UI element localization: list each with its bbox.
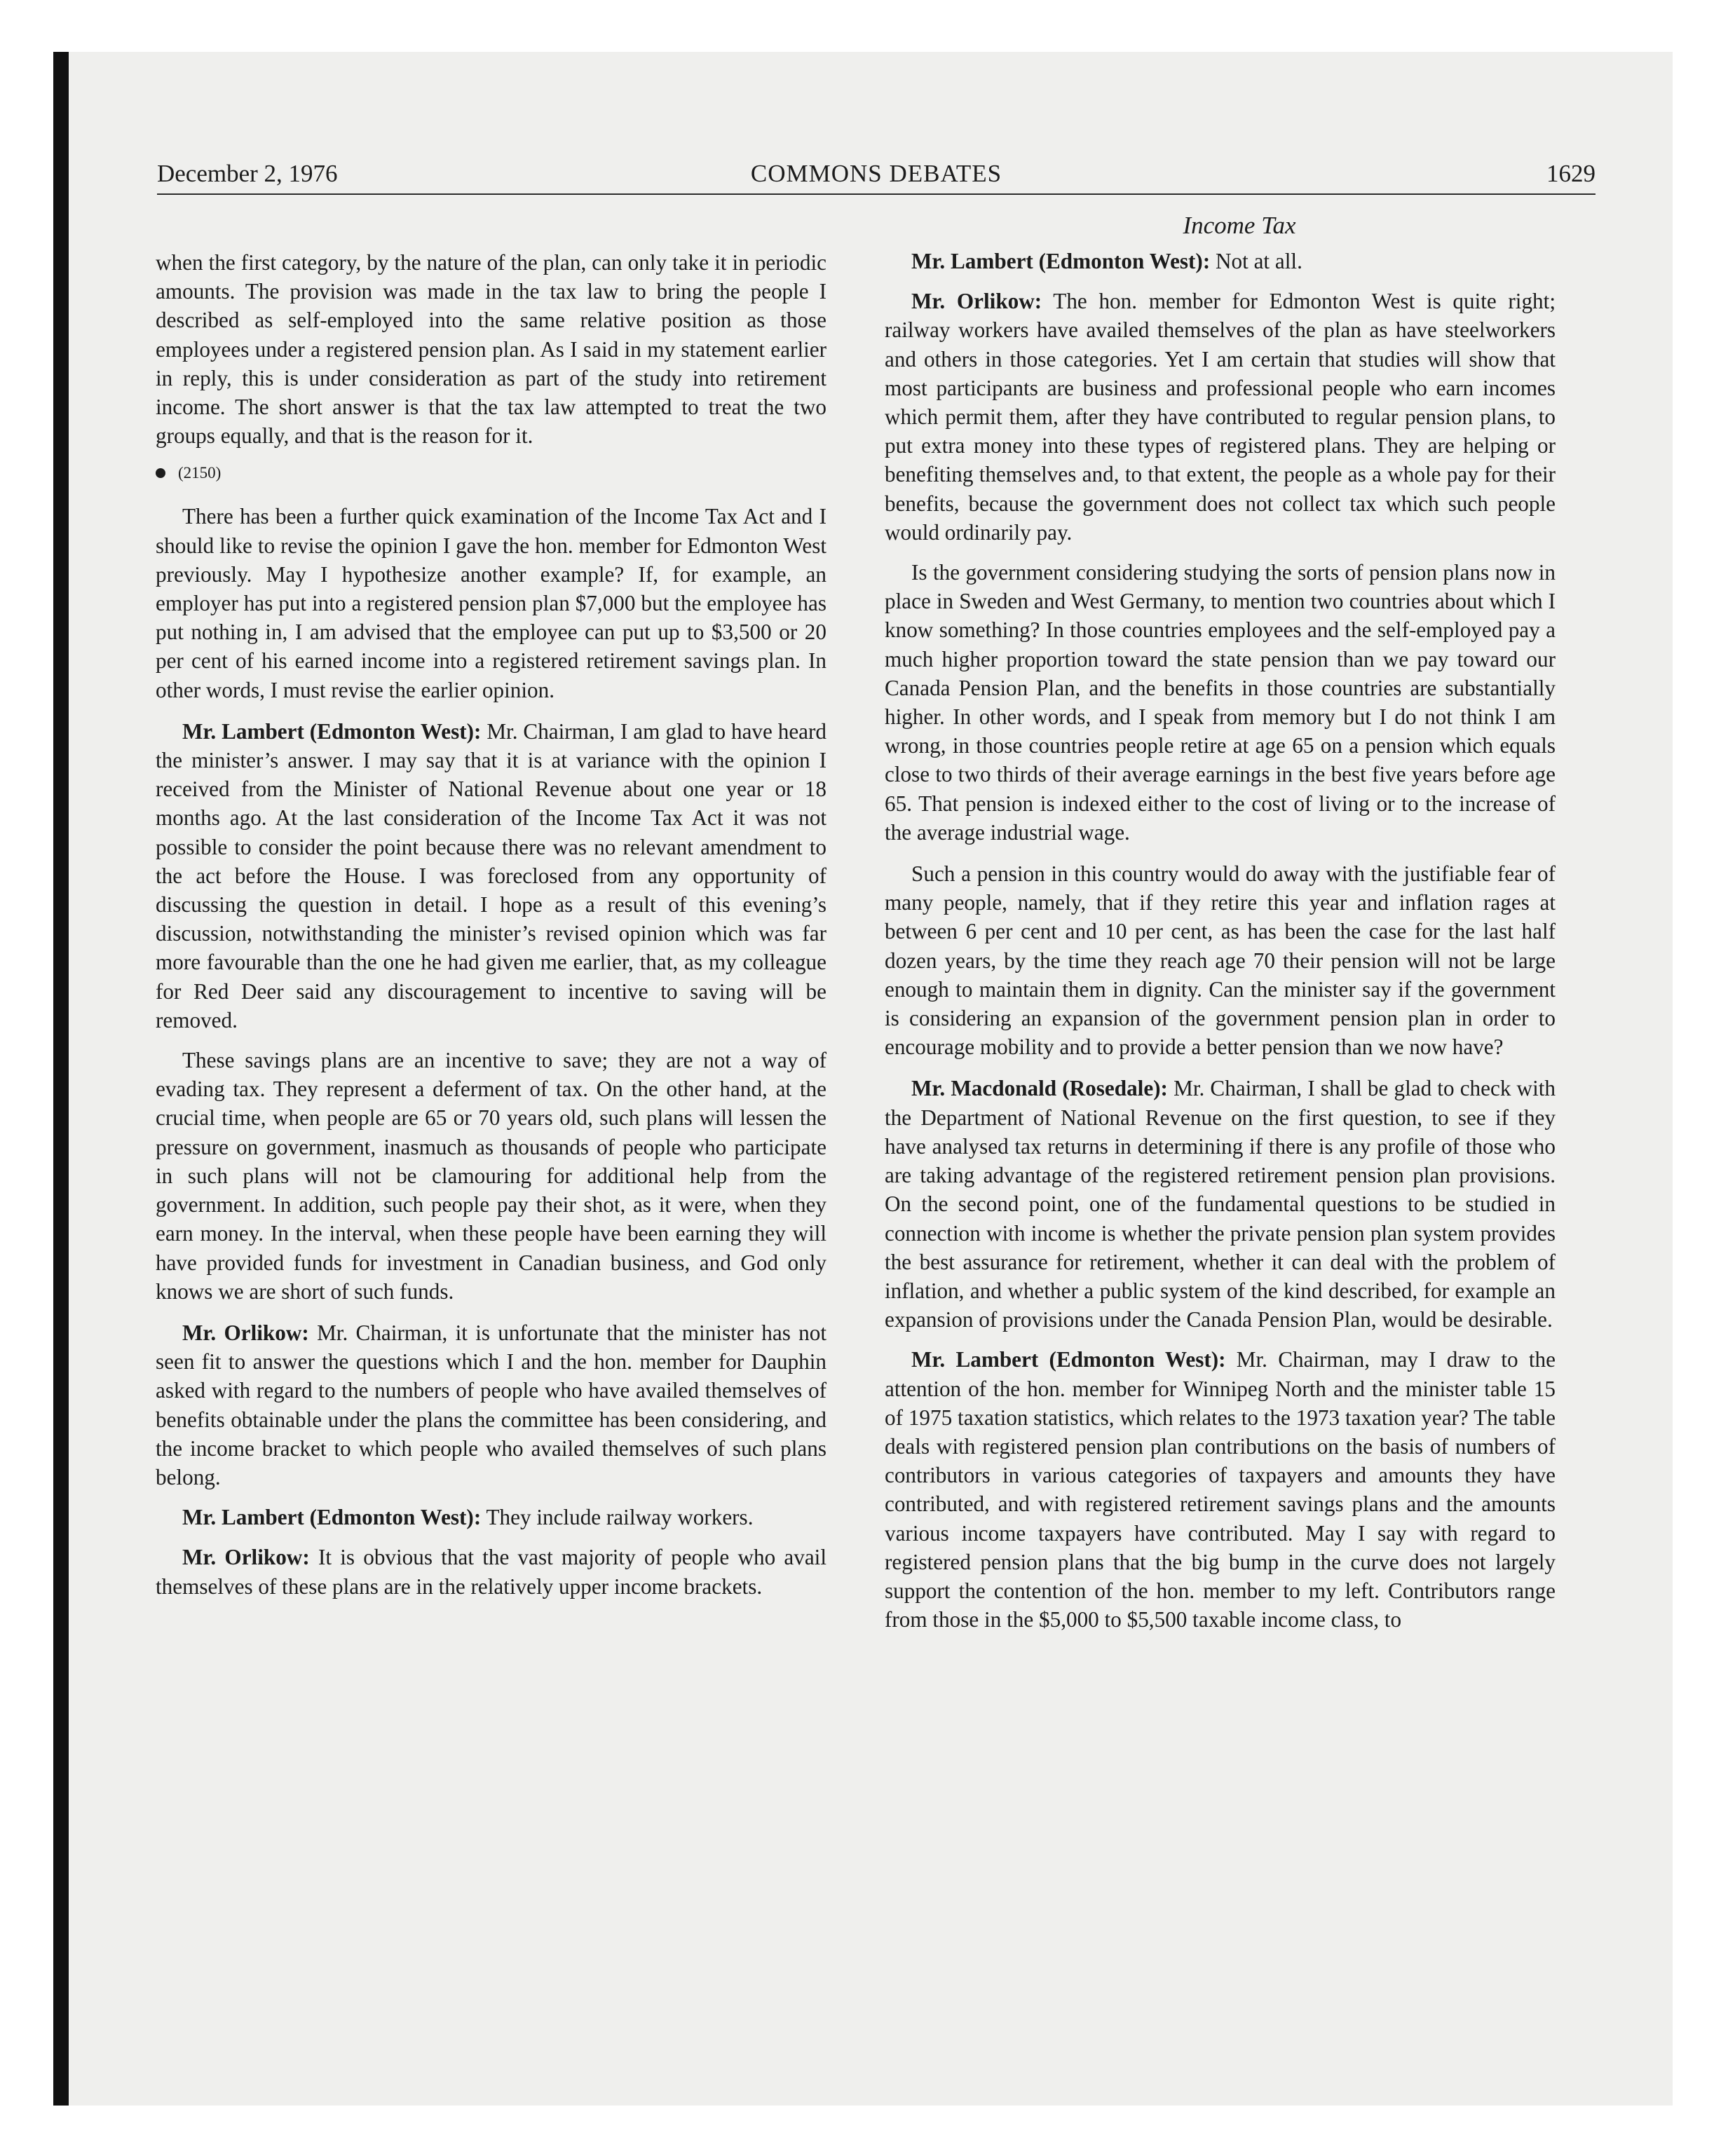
- speaker-name: Mr. Lambert (Edmonton West):: [911, 249, 1211, 273]
- speech-text: Not at all.: [1210, 249, 1302, 273]
- paragraph: Such a pension in this country would do away with the justifiable fear of many people, namely, that if they retire this year and inflation rages at between 6 per cent and 10 per cent, as has been the case for the last half dozen years, by the time they reach age 70 their pension will not be large enough to maintain them in dignity. Can the minister say if the government is considering an expansion of the government pension plan in order to encourage mobility and to provide a better pension than we now have?: [885, 861, 1556, 1060]
- right-column: [885, 247, 1556, 1645]
- left-column: [156, 248, 826, 1612]
- page-number: 1629: [1546, 160, 1595, 187]
- speaker-name: Mr. Lambert (Edmonton West):: [182, 718, 482, 744]
- speech-paragraph: [156, 1543, 826, 1600]
- speech-paragraph: [885, 287, 1556, 547]
- speech-text: The hon. member for Edmonton West is quite right; railway workers have availed themselves of the plan as have steelworkers and others in those categories. Yet I am certain that studies will show that most participants are business and professional people who earn incomes which permit them, after they have contributed to regular pension plans, to put extra money into these types of registered plans. They are helping or benefiting themselves and, to that extent, the people as a whole pay for their benefits, because the government does not collect tax which such people would ordinarily pay.: [885, 289, 1556, 545]
- speech-text: Mr. Chairman, may I draw to the attention of the hon. member for Winnipeg North and the minister table 15 of 1975 taxation statistics, which relates to the 1973 taxation year? The table deals with registered pension plan contributions on the basis of numbers of contributors in various categories of taxpayers and amounts they have contributed, and with registered retirement savings plans and the amounts various income taxpayers have contributed. May I say with regard to registered pension plans that the big bump in the curve does not largely support the contention of the hon. member to my left. Contributors range from those in the $5,000 to $5,500 taxable income class, to: [885, 1347, 1556, 1632]
- section-subheading: Income Tax: [1183, 212, 1296, 239]
- paragraph: Is the government considering studying the sorts of pension plans now in place in Sweden and West Germany, to mention two countries about which I know something? In those countries employees and the self-employed pay a much higher proportion toward the state pension than we pay toward our Canada Pension Plan, and the benefits in those countries are substantially higher. In other words, and I speak from memory but I do not think I am wrong, in those countries people retire at age 65 on a pension which equals close to two thirds of their average earnings in the best five years before age 65. That pension is indexed either to the cost of living or to the increase of the average industrial wage.: [885, 560, 1556, 845]
- speech-paragraph: [156, 1503, 826, 1531]
- paragraph: when the first category, by the nature of the plan, can only take it in periodic amounts. The provision was made in the tax law to bring the people I described as self-employed into the same relative position as those employees under a registered pension plan. As I said in my statement earlier in reply, this is under consideration as part of the study into retirement income. The short answer is that the tax law attempted to treat the two groups equally, and that is the reason for it.: [156, 250, 826, 449]
- speech-text: Mr. Chairman, I am glad to have heard the minister’s answer. I may say that it is at variance with the opinion I received from the Minister of National Revenue about one year or 18 months ago. At the last consideration of the Income Tax Act it was not possible to consider the point because there was no relevant amendment to the act before the House. I was foreclosed from any opportunity of discussing the question in detail. I hope as a result of this evening’s discussion, notwithstanding the minister’s revised opinion which was far more favourable than the one he had given me earlier, that, as my colleague for Red Deer said any discouragement to incentive to saving will be removed.: [156, 718, 826, 1032]
- speech-paragraph: [156, 1318, 826, 1492]
- speech-paragraph: [156, 717, 826, 1035]
- header-date: December 2, 1976: [157, 160, 338, 187]
- speaker-name: Mr. Lambert (Edmonton West):: [182, 1505, 482, 1530]
- speech-text: Mr. Chairman, it is unfortunate that the minister has not seen fit to answer the questions which I and the hon. member for Dauphin asked with regard to the numbers of people who have availed themselves of benefits obtainable under the plans the committee has been considering, and the income bracket to which people who availed themselves of such plans belong.: [156, 1320, 826, 1489]
- time-marker-text: (2150): [178, 464, 222, 482]
- speech-text: They include railway workers.: [481, 1505, 754, 1530]
- speaker-name: Mr. Orlikow:: [911, 289, 1042, 314]
- speech-text: It is obvious that the vast majority of people who avail themselves of these plans are in the relatively upper income brackets.: [156, 1545, 826, 1599]
- paragraph: There has been a further quick examination of the Income Tax Act and I should like to revise the opinion I gave the hon. member for Edmonton West previously. May I hypothesize another example? If, for example, an employer has put into a registered pension plan $7,000 but the employee has put nothing in, I am advised that the employee can put up to $3,500 or 20 per cent of his earned income into a registered retirement savings plan. In other words, I must revise the earlier opinion.: [156, 504, 826, 702]
- binding-edge: [53, 52, 69, 2106]
- time-marker: [156, 463, 826, 484]
- speaker-name: Mr. Macdonald (Rosedale):: [911, 1076, 1168, 1101]
- speech-paragraph: [885, 1345, 1556, 1634]
- speaker-name: Mr. Lambert (Edmonton West):: [911, 1347, 1226, 1372]
- speaker-name: Mr. Orlikow:: [182, 1545, 310, 1570]
- page-header: [157, 158, 1595, 193]
- speaker-name: Mr. Orlikow:: [182, 1320, 309, 1345]
- bullet-icon: [156, 468, 165, 478]
- speech-paragraph: [885, 1074, 1556, 1334]
- header-rule: [157, 193, 1595, 195]
- speech-paragraph: [885, 247, 1556, 275]
- paragraph: These savings plans are an incentive to save; they are not a way of evading tax. They represent a deferment of tax. On the other hand, at the crucial time, when people are 65 or 70 years old, such plans will lessen the pressure on government, inasmuch as thousands of people who participate in such plans will not be clamouring for additional help from the government. In addition, such people pay their shot, as it were, when they earn money. In the interval, when these people have been earning they will have provided funds for investment in Canadian business, and God only knows we are short of such funds.: [156, 1048, 826, 1304]
- speech-text: Mr. Chairman, I shall be glad to check with the Department of National Revenue on the first question, to see if they have analysed tax returns in determining if there is any profile of those who are taking advantage of the registered retirement pension plan provisions. On the second point, one of the fundamental questions to be studied in connection with income is whether the private pension plan system provides the best assurance for retirement, whether it can deal with the problem of inflation, and whether a public system of the kind described, for example an expansion of provisions under the Canada Pension Plan, would be desirable.: [885, 1076, 1556, 1332]
- header-title: COMMONS DEBATES: [750, 160, 1002, 187]
